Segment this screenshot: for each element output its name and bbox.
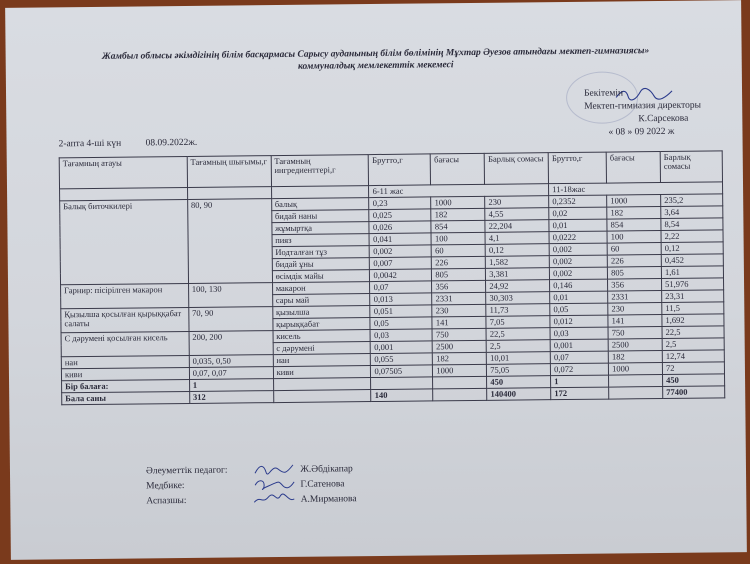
table-cell — [371, 377, 433, 390]
value-cell: 2,5 — [662, 338, 724, 351]
value-cell: 10,01 — [487, 352, 551, 365]
dish-name: нан — [61, 355, 189, 368]
value-cell: 60 — [607, 243, 661, 256]
per-child-count-11-18: 1 — [551, 375, 609, 388]
value-cell: 0,012 — [550, 315, 608, 328]
ingredient-name: пияз — [272, 234, 370, 247]
value-cell: 30,303 — [486, 292, 550, 305]
per-child-sum-6-11: 450 — [487, 376, 551, 389]
value-cell: 0,12 — [661, 242, 723, 255]
title-line-2: коммуналдық мемлекеттік мекемесі — [297, 60, 454, 72]
ingredient-name: қызылша — [272, 306, 370, 319]
dish-name: Гарнир: пісірілген макарон — [61, 283, 189, 308]
value-cell: 8,54 — [661, 218, 723, 231]
value-cell: 182 — [431, 208, 485, 221]
value-cell: 1,582 — [486, 256, 550, 269]
person-name: Г.Сатенова — [300, 479, 345, 490]
ingredient-name: бидай наны — [271, 210, 369, 223]
value-cell: 226 — [607, 255, 661, 268]
dish-yield: 100, 130 — [188, 283, 272, 308]
value-cell: 1000 — [433, 364, 487, 377]
per-child-count: 1 — [189, 379, 273, 392]
value-cell: 0,035, 0,50 — [189, 355, 273, 368]
children-total: 312 — [189, 391, 273, 404]
age-group-11-18: 11-18жас — [549, 182, 723, 196]
ingredient-name: бидай ұны — [272, 258, 370, 271]
value-cell: 1000 — [609, 363, 663, 376]
menu-table — [59, 150, 726, 405]
role-label: Аспазшы: — [146, 495, 187, 507]
value-cell: 750 — [608, 327, 662, 340]
value-cell: 2331 — [432, 292, 486, 305]
table-cell — [609, 375, 663, 388]
value-cell: 51,976 — [662, 278, 724, 291]
dish-name: С дәрумені қосылған кисель — [61, 331, 189, 356]
value-cell: 0,041 — [369, 233, 431, 246]
value-cell: 182 — [607, 207, 661, 220]
ingredient-name: с дәрумені — [273, 342, 371, 355]
dish-yield: 80, 90 — [187, 199, 272, 284]
value-cell: 1000 — [431, 196, 485, 209]
ingredient-name: қырыққабат — [272, 318, 370, 331]
value-cell: 854 — [431, 220, 485, 233]
dish-name: Балық биточкилері — [60, 199, 189, 284]
column-header-brutto1: Брутто,г — [369, 154, 431, 186]
signature-row-cook — [146, 492, 356, 509]
table-cell — [271, 186, 369, 199]
value-cell: 2500 — [433, 340, 487, 353]
per-child-label: Бір балаға: — [62, 379, 190, 392]
ingredient-name: кисель — [273, 330, 371, 343]
role-label: Әлеуметтік педагог: — [145, 465, 228, 477]
table-cell — [273, 378, 371, 391]
per-child-sum-11-18: 450 — [663, 374, 725, 387]
signature-icon — [252, 476, 296, 492]
children-sum-11-18: 77400 — [663, 386, 725, 399]
column-header-dish: Тағамның атауы — [59, 156, 187, 188]
value-cell: 0,05 — [550, 303, 608, 316]
ingredient-name: жұмыртқа — [271, 222, 369, 235]
title-line-1: Жамбыл облысы әкімдігінің білім басқармасы Сарысу ауданының білім бөлімінің Мұхтар Әуезов атындағы мектеп-гимназиясы» — [101, 46, 650, 62]
value-cell: 11,5 — [662, 302, 724, 315]
value-cell: 22,204 — [485, 220, 549, 233]
column-header-sum2: Барлық сомасы — [660, 151, 722, 183]
value-cell: 3,64 — [661, 206, 723, 219]
value-cell: 230 — [485, 196, 549, 209]
value-cell: 356 — [432, 280, 486, 293]
value-cell: 805 — [432, 268, 486, 281]
value-cell: 0,2352 — [549, 195, 607, 208]
table-cell — [609, 387, 663, 400]
column-header-sum1: Барлық сомасы — [484, 153, 548, 185]
value-cell: 0,051 — [370, 305, 432, 318]
value-cell: 0,01 — [550, 291, 608, 304]
value-cell: 356 — [608, 279, 662, 292]
signature-icon — [252, 491, 296, 507]
value-cell: 12,74 — [662, 350, 724, 363]
approval-label: Бекітемін — [584, 88, 624, 99]
value-cell: нан — [273, 354, 371, 367]
value-cell: 0,23 — [369, 197, 431, 210]
value-cell: 230 — [432, 304, 486, 317]
value-cell: 22,5 — [662, 326, 724, 339]
value-cell: 100 — [607, 231, 661, 244]
value-cell: 0,05 — [370, 317, 432, 330]
value-cell: киви — [273, 366, 371, 379]
value-cell: 0,001 — [371, 341, 433, 354]
value-cell: 4,55 — [485, 208, 549, 221]
value-cell: 235,2 — [661, 194, 723, 207]
dish-yield: 70, 90 — [189, 307, 273, 332]
value-cell: 7,05 — [486, 316, 550, 329]
value-cell: 72 — [662, 362, 724, 375]
column-header-price2: бағасы — [606, 152, 660, 184]
value-cell: 1,61 — [661, 266, 723, 279]
value-cell: 0,001 — [550, 339, 608, 352]
value-cell: 4,1 — [485, 232, 549, 245]
value-cell: 11,73 — [486, 304, 550, 317]
value-cell: 0,07505 — [371, 365, 433, 378]
week-day: 2-апта 4-ші күн — [58, 138, 122, 150]
value-cell: 3,381 — [486, 268, 550, 281]
table-cell — [433, 376, 487, 389]
table-cell — [273, 390, 371, 403]
value-cell: 182 — [608, 351, 662, 364]
value-cell: 23,31 — [662, 290, 724, 303]
approval-name: К.Сарсекова — [638, 113, 689, 125]
value-cell: 230 — [608, 303, 662, 316]
dish-name: киви — [61, 367, 189, 380]
value-cell: 0,025 — [369, 209, 431, 222]
value-cell: 0,007 — [370, 257, 432, 270]
value-cell: 182 — [433, 352, 487, 365]
value-cell: 75,05 — [487, 364, 551, 377]
person-name: Ж.Әбдікапар — [300, 464, 353, 475]
value-cell: 0,01 — [549, 219, 607, 232]
value-cell: 2500 — [608, 339, 662, 352]
value-cell: 0,055 — [371, 353, 433, 366]
value-cell: 0,07 — [370, 281, 432, 294]
value-cell: 1,692 — [662, 314, 724, 327]
approval-position: Мектеп-гимназия директоры — [584, 100, 702, 112]
value-cell: 60 — [432, 244, 486, 257]
value-cell: 0,12 — [485, 244, 549, 257]
ingredient-name: өсімдік майы — [272, 270, 370, 283]
value-cell: 141 — [432, 316, 486, 329]
table-cell — [433, 388, 487, 401]
value-cell: 0,07 — [550, 351, 608, 364]
value-cell: 0,072 — [551, 363, 609, 376]
role-label: Медбике: — [146, 481, 185, 492]
value-cell: 24,92 — [486, 280, 550, 293]
value-cell: 141 — [608, 315, 662, 328]
dish-name: Қызылша қосылған қырыққабат салаты — [61, 307, 189, 332]
value-cell: 1000 — [607, 195, 661, 208]
value-cell: 750 — [432, 328, 486, 341]
value-cell: 0,002 — [549, 243, 607, 256]
approval-block — [584, 86, 735, 140]
signature-icon — [252, 461, 296, 477]
value-cell: 0,002 — [370, 245, 432, 258]
ingredient-name: сары май — [272, 294, 370, 307]
value-cell: 226 — [432, 256, 486, 269]
value-cell: 0,02 — [549, 207, 607, 220]
value-cell: 0,002 — [549, 255, 607, 268]
ingredient-name: балық — [271, 198, 369, 211]
value-cell: 2,22 — [661, 230, 723, 243]
value-cell: 2,5 — [486, 340, 550, 353]
menu-date: 08.09.2022ж. — [145, 137, 198, 149]
column-header-ingredient: Тағамның ингредиенттері,г — [271, 155, 369, 187]
ingredient-name: макарон — [272, 282, 370, 295]
column-header-price1: бағасы — [431, 153, 485, 185]
person-name: А.Мирманова — [300, 494, 357, 505]
table-cell — [187, 187, 271, 200]
age-group-6-11: 6-11 жас — [369, 184, 549, 198]
value-cell: 0,146 — [550, 279, 608, 292]
children-label: Бала саны — [62, 391, 190, 404]
value-cell: 0,0042 — [370, 269, 432, 282]
children-6-11: 140 — [371, 389, 433, 402]
value-cell: 0,03 — [371, 329, 433, 342]
ingredient-name: Иодталған тұз — [272, 246, 370, 259]
value-cell: 22,5 — [486, 328, 550, 341]
menu-date-line — [59, 138, 220, 150]
column-header-yield: Тағамның шығымы,г — [187, 156, 271, 188]
signatures-block — [146, 462, 357, 509]
value-cell: 100 — [431, 232, 485, 245]
value-cell: 2331 — [608, 291, 662, 304]
value-cell: 805 — [608, 267, 662, 280]
value-cell: 854 — [607, 219, 661, 232]
value-cell: 0,07, 0,07 — [189, 367, 273, 380]
dish-yield: 200, 200 — [189, 331, 273, 356]
value-cell: 0,002 — [550, 267, 608, 280]
value-cell: 0,452 — [661, 254, 723, 267]
value-cell: 0,0222 — [549, 231, 607, 244]
children-11-18: 172 — [551, 387, 609, 400]
approval-date: « 08 » 09 2022 ж — [608, 126, 675, 138]
value-cell: 0,013 — [370, 293, 432, 306]
column-header-brutto2: Брутто,г — [548, 152, 606, 184]
children-sum-6-11: 140400 — [487, 388, 551, 401]
document-page — [5, 0, 747, 560]
value-cell: 0,03 — [550, 327, 608, 340]
value-cell: 0,026 — [369, 221, 431, 234]
